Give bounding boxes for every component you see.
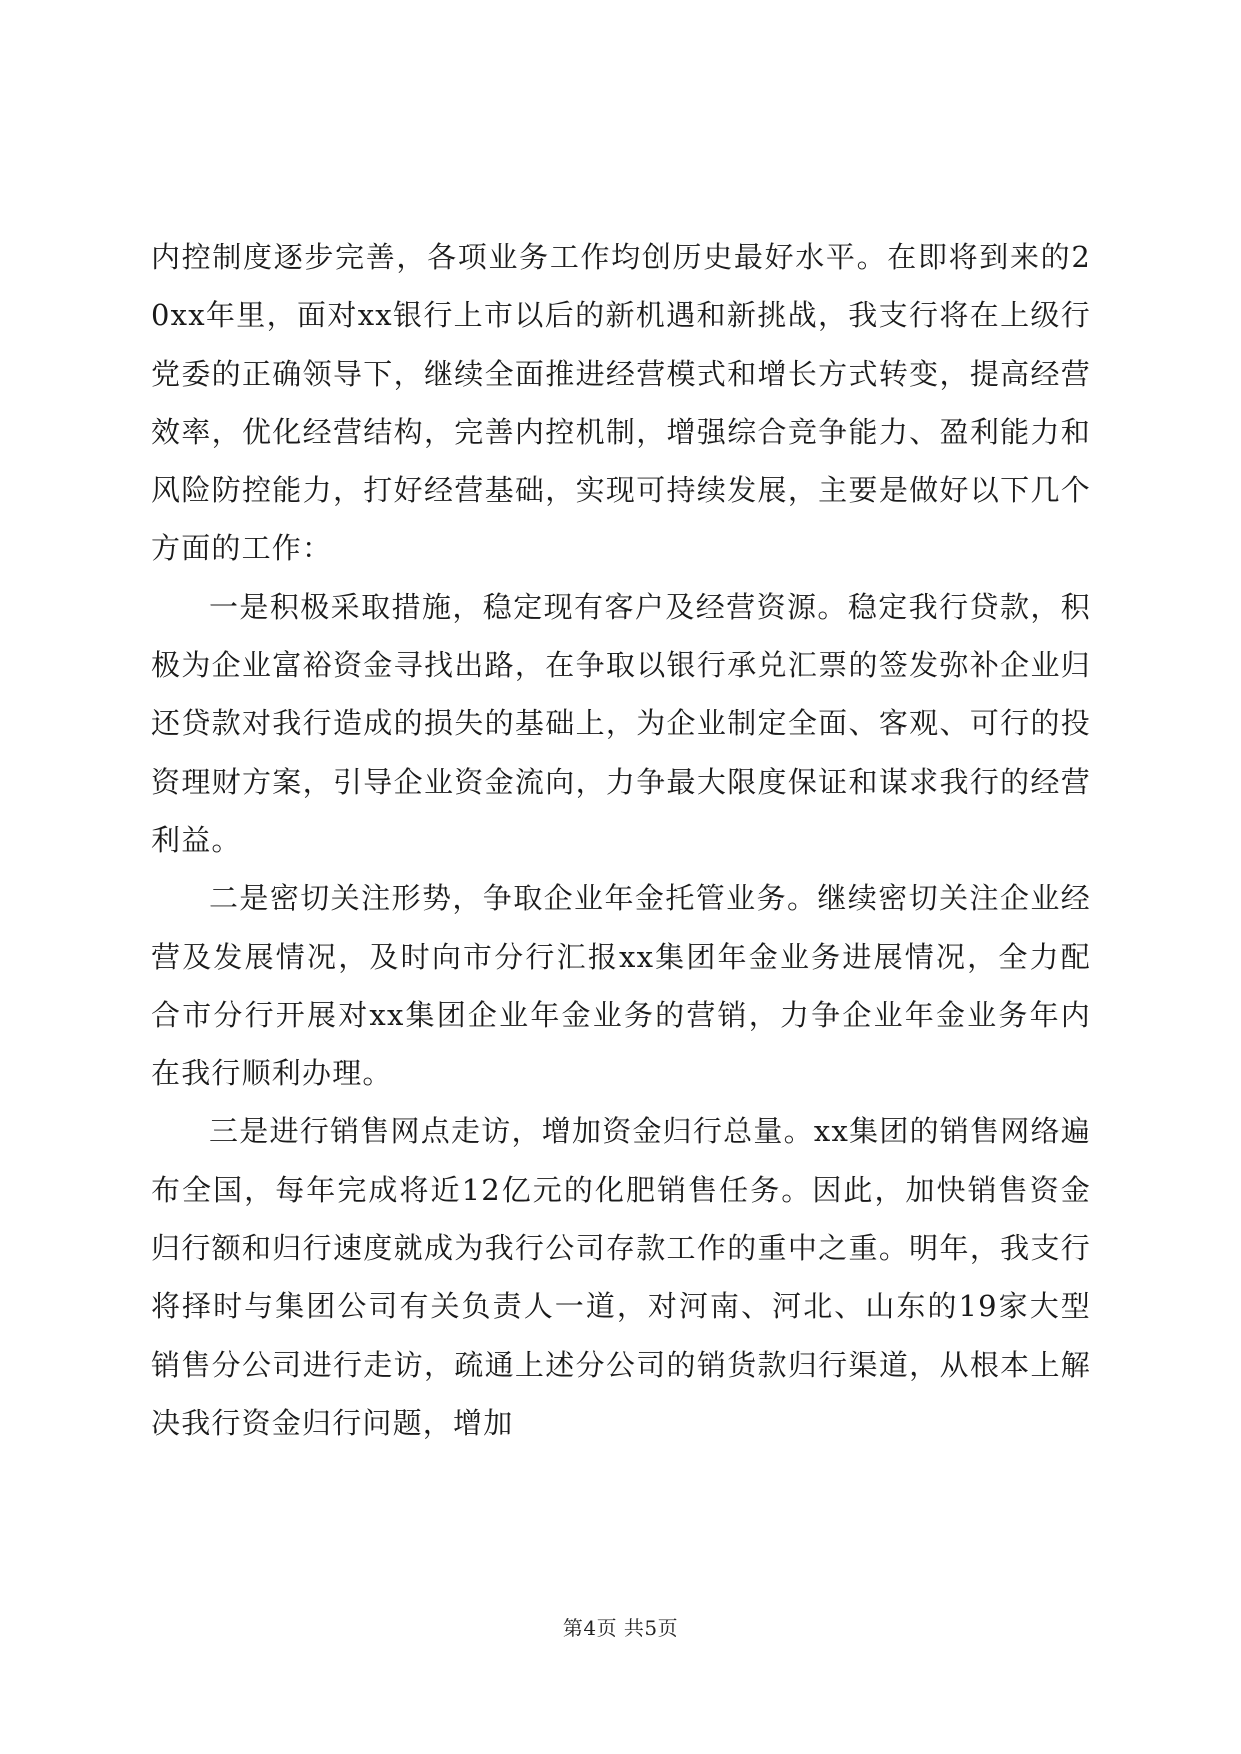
paragraph-point-one: 一是积极采取措施，稳定现有客户及经营资源。稳定我行贷款，积极为企业富裕资金寻找出路，在争取以银行承兑汇票的签发弥补企业归还贷款对我行造成的损失的基础上，为企业制定全面、客观、可行的投资理财方案，引导企业资金流向，力争最大限度保证和谋求我行的经营利益。 [151, 589, 1091, 857]
page-number-footer: 第4页 共5页 [562, 1616, 679, 1640]
paragraph-point-three: 三是进行销售网点走访，增加资金归行总量。xx集团的销售网络遍布全国，每年完成将近12亿元的化肥销售任务。因此，加快销售资金归行额和归行速度就成为我行公司存款工作的重中之重。明年，我支行将择时与集团公司有关负责人一道，对河南、河北、山东的19家大型销售分公司进行走访，疏通上述分公司的销货款归行渠道，从根本上解决我行资金归行问题，增加 [151, 1114, 1091, 1440]
paragraph-continuation: 内控制度逐步完善，各项业务工作均创历史最好水平。在即将到来的20xx年里，面对xx银行上市以后的新机遇和新挑战，我支行将在上级行党委的正确领导下，继续全面推进经营模式和增长方式转变，提高经营效率，优化经营结构，完善内控机制，增强综合竞争能力、盈利能力和风险防控能力，打好经营基础，实现可持续发展，主要是做好以下几个方面的工作： [151, 240, 1091, 566]
document-body [151, 228, 1091, 1452]
paragraph-point-two: 二是密切关注形势，争取企业年金托管业务。继续密切关注企业经营及发展情况，及时向市分行汇报xx集团年金业务进展情况，全力配合市分行开展对xx集团企业年金业务的营销，力争企业年金业务年内在我行顺利办理。 [151, 881, 1091, 1091]
